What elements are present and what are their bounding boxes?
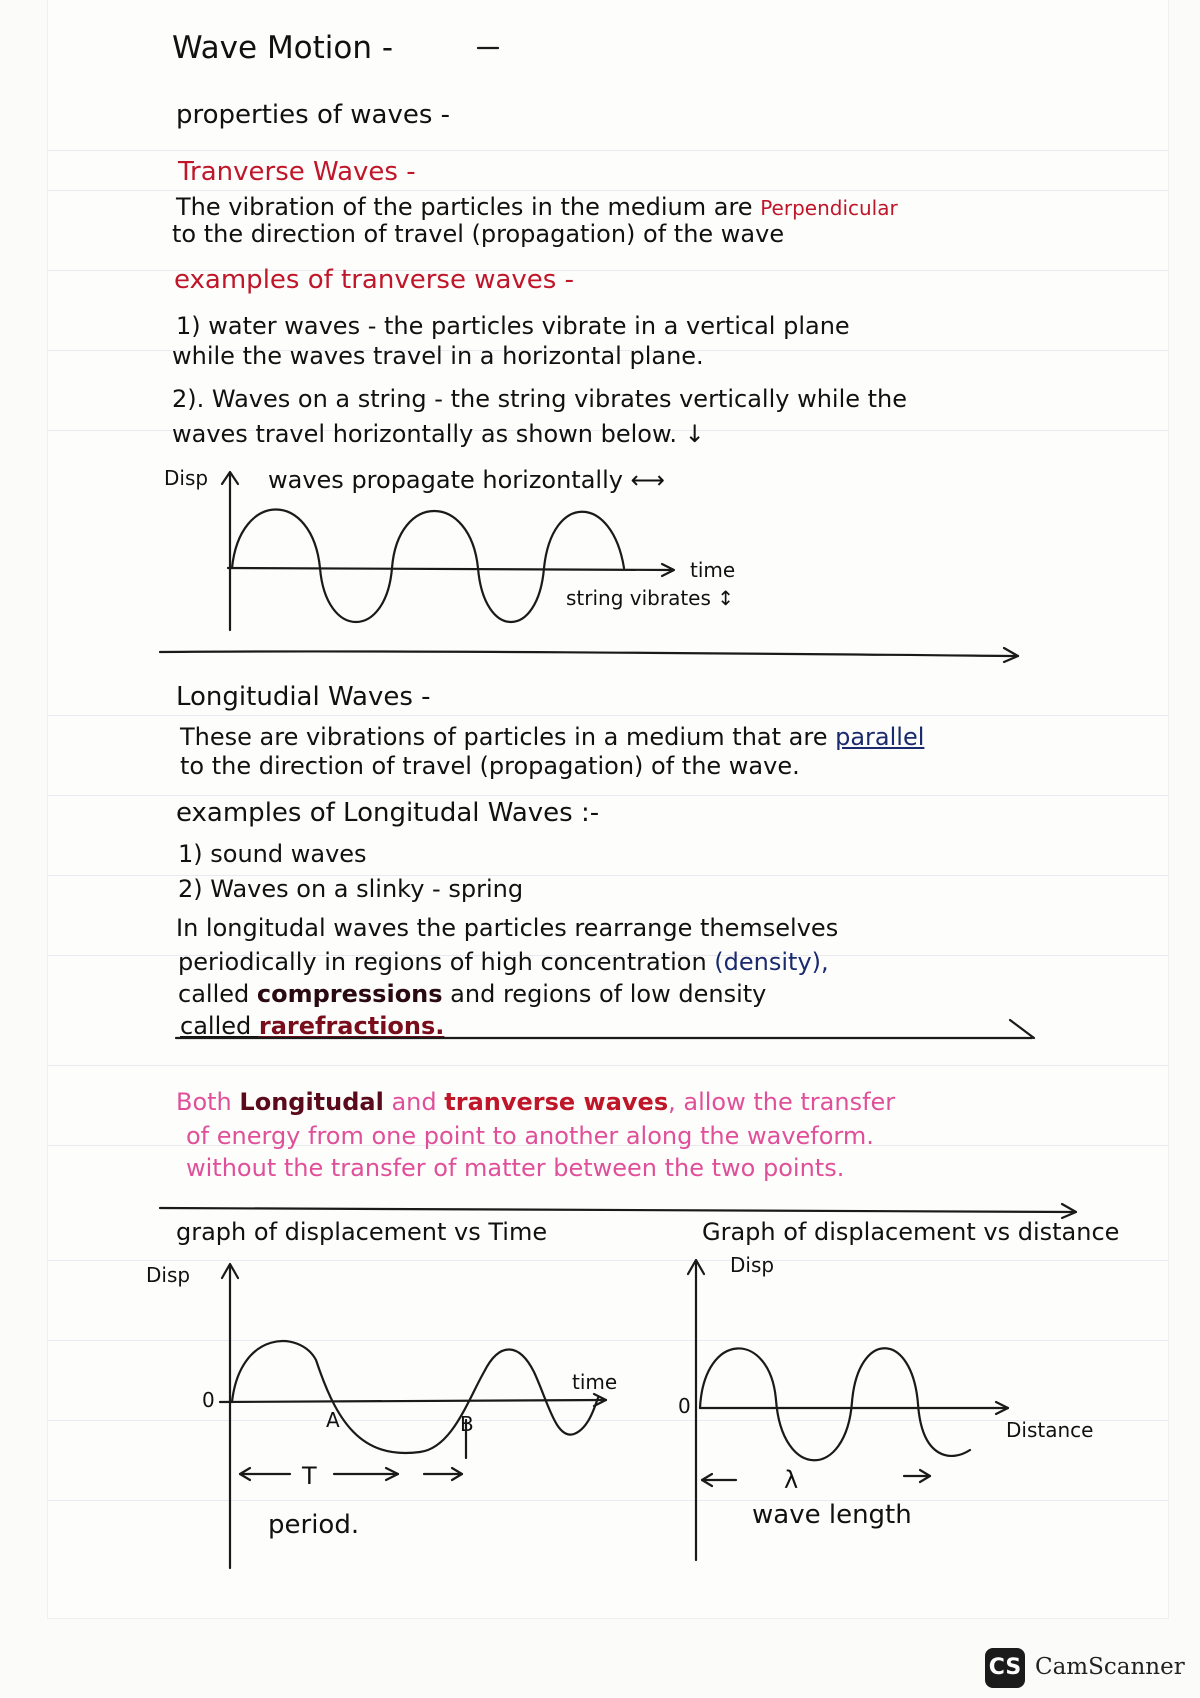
graph-distance-x-label: Distance (1006, 1418, 1094, 1442)
graph-distance-wavelength-label: wave length (752, 1500, 912, 1530)
density-highlight: (density), (714, 948, 829, 976)
longitudinal-word: Longitudal (239, 1088, 384, 1116)
transverse-example2-line1: 2). Waves on a string - the string vibrates vertically while the (172, 385, 908, 413)
energy-note-line2: of energy from one point to another along the waveform. (186, 1122, 874, 1150)
graph-time-origin: 0 (202, 1388, 215, 1412)
graph-distance-y-label: Disp (730, 1253, 775, 1277)
graph-distance-heading: Graph of displacement vs distance (702, 1218, 1120, 1246)
text-segment: called (180, 1012, 259, 1040)
longitudinal-divider-tick (1010, 1020, 1034, 1038)
perpendicular-highlight: Perpendicular (760, 196, 898, 220)
transverse-examples-heading: examples of tranverse waves - (174, 265, 574, 295)
string-wave-curve (232, 510, 624, 623)
string-diagram-vibration-note: string vibrates ↕ (566, 586, 735, 610)
text-segment: periodically in regions of high concentration (178, 948, 715, 976)
text-segment: These are vibrations of particles in a medium that are (180, 723, 836, 751)
rarefractions-highlight: rarefractions. (258, 1012, 445, 1040)
camscanner-wordmark: CamScanner (1035, 1654, 1185, 1680)
string-diagram-y-label: Disp (164, 466, 209, 490)
transverse-example2-line2: waves travel horizontally as shown below. ↓ (172, 420, 705, 448)
longitudinal-heading: Longitudial Waves - (176, 682, 431, 712)
longitudinal-definition-line2: to the direction of travel (propagation) of the wave. (180, 752, 800, 780)
string-diagram-x-label: time (690, 558, 736, 582)
graph-distance-lambda-symbol: λ (784, 1466, 799, 1494)
transverse-example1-line1: 1) water waves - the particles vibrate in a vertical plane (176, 312, 850, 340)
longitudinal-paragraph-line1: In longitudal waves the particles rearrange themselves (176, 914, 839, 942)
graph-time-wave-curve (232, 1341, 598, 1453)
longitudinal-examples-heading: examples of Longitudal Waves :- (176, 798, 600, 828)
string-diagram-x-axis (228, 568, 672, 570)
longitudinal-example2: 2) Waves on a slinky - spring (178, 875, 524, 903)
graph-time-period-symbol: T (302, 1462, 317, 1490)
transverse-word: tranverse waves (444, 1088, 669, 1116)
graph-distance-wave-curve (700, 1348, 970, 1460)
page-title: Wave Motion - (172, 30, 394, 66)
graph-time-point-a: A (326, 1408, 340, 1432)
text-segment: called (178, 980, 257, 1008)
string-diagram-baseline (160, 651, 1018, 656)
properties-heading: properties of waves - (176, 100, 451, 130)
text-segment: and (383, 1088, 445, 1116)
graph-time-point-b: B (460, 1412, 474, 1436)
camscanner-logo: CS (985, 1648, 1025, 1688)
text-segment: , allow the transfer (668, 1088, 896, 1116)
longitudinal-example1: 1) sound waves (178, 840, 367, 868)
graph-time-heading: graph of displacement vs Time (176, 1218, 548, 1246)
graph-time-period-label: period. (268, 1510, 360, 1540)
text-segment: Both (176, 1088, 240, 1116)
graph-time-y-label: Disp (146, 1263, 191, 1287)
transverse-definition-line2: to the direction of travel (propagation) of the wave (172, 220, 785, 248)
compressions-highlight: compressions (256, 980, 443, 1008)
energy-divider (160, 1208, 1076, 1212)
graph-time-x-label: time (572, 1370, 618, 1394)
parallel-highlight: parallel (835, 723, 925, 751)
string-diagram-propagation-note: waves propagate horizontally ⟷ (268, 466, 665, 494)
text-segment: The vibration of the particles in the medium are (176, 193, 761, 221)
energy-note-line3: without the transfer of matter between the two points. (186, 1154, 845, 1182)
graph-distance-origin: 0 (678, 1394, 691, 1418)
graph-time-x-axis (220, 1400, 606, 1402)
transverse-example1-line2: while the waves travel in a horizontal plane. (172, 342, 704, 370)
text-segment: and regions of low density (442, 980, 767, 1008)
transverse-heading: Tranverse Waves - (178, 157, 416, 187)
